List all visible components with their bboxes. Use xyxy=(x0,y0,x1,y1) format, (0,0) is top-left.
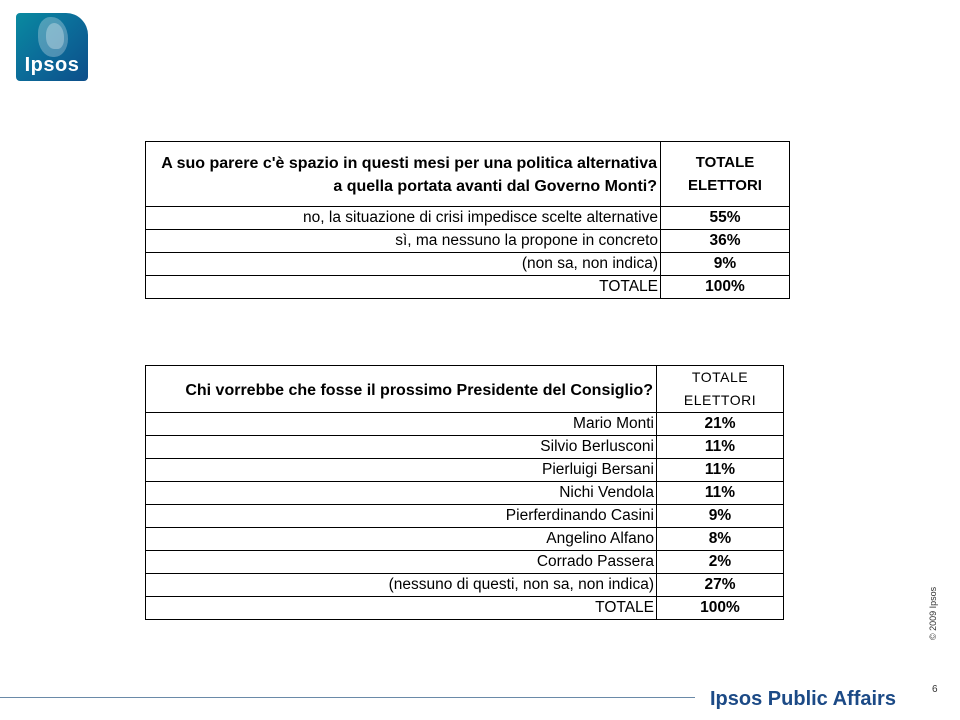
table-row xyxy=(146,436,784,459)
table-total-row xyxy=(146,276,790,299)
table-row xyxy=(146,230,790,253)
row-value: 11% xyxy=(657,482,784,505)
row-label: Nichi Vendola xyxy=(146,482,657,505)
row-value: 36% xyxy=(661,230,790,253)
row-label: (nessuno di questi, non sa, non indica) xyxy=(146,574,657,597)
table-row xyxy=(146,413,784,436)
table-row xyxy=(146,551,784,574)
table-row xyxy=(146,253,790,276)
row-value: 8% xyxy=(657,528,784,551)
logo-text: Ipsos xyxy=(24,54,80,76)
row-value: 9% xyxy=(661,253,790,276)
row-value: 55% xyxy=(661,207,790,230)
ipsos-logo xyxy=(16,13,88,81)
logo-face-highlight xyxy=(46,23,64,49)
table-row xyxy=(146,207,790,230)
row-label: TOTALE xyxy=(146,597,657,620)
row-value: 11% xyxy=(657,436,784,459)
table-row xyxy=(146,574,784,597)
table-next-president xyxy=(145,365,784,620)
row-label: no, la situazione di crisi impedisce scelte alternative xyxy=(146,207,661,230)
row-value: 21% xyxy=(657,413,784,436)
table-row xyxy=(146,505,784,528)
table-row xyxy=(146,482,784,505)
question-cell: Chi vorrebbe che fosse il prossimo Presidente del Consiglio? xyxy=(146,366,657,413)
row-label: Silvio Berlusconi xyxy=(146,436,657,459)
table-header-row xyxy=(146,366,784,413)
row-label: sì, ma nessuno la propone in concreto xyxy=(146,230,661,253)
copyright-notice: © 2009 Ipsos xyxy=(928,586,938,640)
page-number: 6 xyxy=(932,684,938,695)
header-cell: TOTALE ELETTORI xyxy=(661,142,790,207)
row-label: Mario Monti xyxy=(146,413,657,436)
table-row xyxy=(146,528,784,551)
row-label: Angelino Alfano xyxy=(146,528,657,551)
row-label: Pierluigi Bersani xyxy=(146,459,657,482)
footer-divider xyxy=(0,697,695,698)
row-value: 100% xyxy=(657,597,784,620)
row-value: 100% xyxy=(661,276,790,299)
row-label: (non sa, non indica) xyxy=(146,253,661,276)
question-cell: A suo parere c'è spazio in questi mesi per una politica alternativa a quella portata avanti dal Governo Monti? xyxy=(146,142,661,207)
row-value: 2% xyxy=(657,551,784,574)
row-label: TOTALE xyxy=(146,276,661,299)
row-value: 11% xyxy=(657,459,784,482)
table-row xyxy=(146,459,784,482)
row-label: Corrado Passera xyxy=(146,551,657,574)
row-value: 9% xyxy=(657,505,784,528)
table-header-row xyxy=(146,142,790,207)
footer-brand: Ipsos Public Affairs xyxy=(710,688,896,710)
header-cell: TOTALE ELETTORI xyxy=(657,366,784,413)
row-label: Pierferdinando Casini xyxy=(146,505,657,528)
row-value: 27% xyxy=(657,574,784,597)
table-total-row xyxy=(146,597,784,620)
table-alternative-policy xyxy=(145,141,790,299)
